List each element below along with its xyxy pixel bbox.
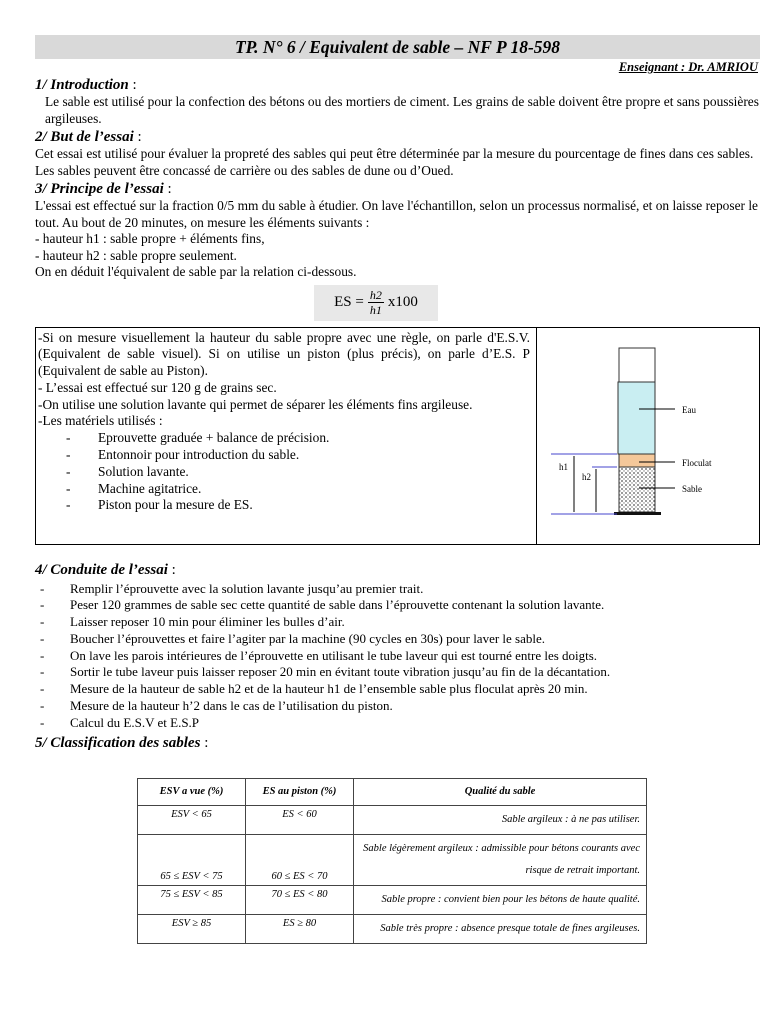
section-but: 2/ But de l’essai : Cet essai est utilisé pour évaluer la propreté des sables qui peut être déterminée par la mesure du pourcentage de fines dans ces sables. Les sables peuvent être concassé de carrière ou des sables de dune ou d’Oued. <box>35 128 760 179</box>
materials-list <box>38 430 530 514</box>
formula-fraction <box>368 288 384 317</box>
principe-line: L'essai est effectué sur la fraction 0/5 mm du sable à étudier. On lave l'échantillon, selon un processus normalisé, et on laisse reposer le tout. Au bout de 20 minutes, on mesure les éléments suivants : <box>35 198 758 230</box>
material-item: - Solution lavante. <box>70 464 530 481</box>
principe-line: On en déduit l'équivalent de sable par la relation ci-dessous. <box>35 264 357 279</box>
document-title: TP. N° 6 / Equivalent de sable – NF P 18-598 <box>35 35 760 59</box>
step-item: - Laisser reposer 10 min pour éliminer les bulles d’air. <box>35 614 760 631</box>
material-item: - Eprouvette graduée + balance de précision. <box>70 430 530 447</box>
formula-multiplier: x100 <box>387 294 418 310</box>
info-paragraph: -Si on mesure visuellement la hauteur du sable propre avec une règle, on parle d'E.S.V. (Equivalent de sable visuel). Si on utilise un piston (plus précis), on parle d’E.S. P (Equivalent de sable au Piston). <box>38 329 530 379</box>
label-eau: Eau <box>682 404 696 415</box>
heading: 2/ But de l’essai <box>35 129 134 145</box>
section-introduction: 1/ Introduction : Le sable est utilisé pour la confection des bétons ou des mortiers de ciment. Les grains de sable doivent être propre et sans poussières argileuses. <box>35 77 759 126</box>
heading: 3/ Principe de l’essai <box>35 181 164 197</box>
info-box <box>35 327 760 545</box>
step-item: - Remplir l’éprouvette avec la solution lavante jusqu’au premier trait. <box>35 581 760 598</box>
test-tube-diagram <box>537 328 759 544</box>
label-floculat: Floculat <box>682 457 712 468</box>
classification-table <box>137 778 647 944</box>
intro-text: Le sable est utilisé pour la confection des bétons ou des mortiers de ciment. Les grains de sable doivent être propre et sans poussières argileuses. <box>45 94 759 126</box>
floculat-layer <box>619 454 655 467</box>
procedure-steps <box>35 581 760 732</box>
step-item: - Boucher l’éprouvettes et faire l’agiter par la machine (90 cycles en 30s) pour laver le sable. <box>35 631 760 648</box>
info-paragraph: -On utilise une solution lavante qui permet de séparer les éléments fins argileuse. <box>38 396 473 412</box>
es-cell: ES ≥ 80 <box>246 914 354 943</box>
es-cell: ES < 60 <box>246 805 354 834</box>
teacher-name: Enseignant : Dr. AMRIOU <box>618 60 758 74</box>
column-header: ES au piston (%) <box>246 778 354 805</box>
label-h1: h1 <box>559 461 568 472</box>
step-item: - Peser 120 grammes de sable sec cette quantité de sable dans l’éprouvette contenant la solution lavante. <box>35 597 760 614</box>
es-cell: 70 ≤ ES < 80 <box>246 885 354 914</box>
formula-lhs: ES = <box>334 294 364 310</box>
heading: 4/ Conduite de l’essai <box>35 561 168 578</box>
numerator: h2 <box>369 288 382 302</box>
quality-cell: Sable légèrement argileux : admissible pour bétons courants avec risque de retrait important. <box>354 834 647 885</box>
table-row <box>138 914 647 943</box>
es-formula <box>314 285 438 321</box>
esv-cell: 75 ≤ ESV < 85 <box>138 885 246 914</box>
section-conduite-heading: 4/ Conduite de l’essai : <box>35 561 176 578</box>
formula-container <box>314 285 760 321</box>
quality-cell: Sable propre : convient bien pour les bétons de haute qualité. <box>354 885 647 914</box>
info-text <box>36 328 537 544</box>
step-item: - Mesure de la hauteur de sable h2 et de la hauteur h1 de l’ensemble sable plus floculat après 20 min. <box>35 681 760 698</box>
column-header: Qualité du sable <box>354 778 647 805</box>
principe-line: - hauteur h2 : sable propre seulement. <box>35 247 237 263</box>
table-header-row <box>138 778 647 805</box>
heading: 1/ Introduction <box>35 77 129 93</box>
but-text: Cet essai est utilisé pour évaluer la propreté des sables qui peut être déterminée par la mesure du pourcentage de fines dans ces sables. Les sables peuvent être concassé de carrière ou des sables de dune ou d’Oued. <box>35 146 754 178</box>
table-row <box>138 834 647 885</box>
section-principe: 3/ Principe de l’essai : L'essai est effectué sur la fraction 0/5 mm du sable à étudier. On lave l'échantillon, selon un processus normalisé, et on laisse reposer le tout. Au bout de 20 minutes, on mesure les éléments suivants : - hauteur h1 : sable propre + éléments fins, - hauteur h2 : sable propre seulement. On en déduit l'équivalent de sable par la relation ci-dessous. <box>35 181 758 279</box>
document-body <box>35 76 760 944</box>
column-header: ESV a vue (%) <box>138 778 246 805</box>
esv-cell: ESV ≥ 85 <box>138 914 246 943</box>
sand-layer <box>619 467 655 512</box>
esv-cell: 65 ≤ ESV < 75 <box>138 834 246 885</box>
table-row <box>138 885 647 914</box>
label-sable: Sable <box>682 483 702 494</box>
material-item: - Machine agitatrice. <box>70 481 530 498</box>
heading: 5/ Classification des sables <box>35 734 201 751</box>
label-h2: h2 <box>582 471 591 482</box>
step-item: - Calcul du E.S.V et E.S.P <box>35 715 760 732</box>
step-item: - Mesure de la hauteur h’2 dans le cas de l’utilisation du piston. <box>35 698 760 715</box>
section-classification-heading: 5/ Classification des sables : <box>35 734 209 751</box>
table-row <box>138 805 647 834</box>
denominator: h1 <box>369 303 382 317</box>
es-cell: 60 ≤ ES < 70 <box>246 834 354 885</box>
diagram-cell <box>537 328 759 544</box>
quality-cell: Sable argileux : à ne pas utiliser. <box>354 805 647 834</box>
material-item: - Piston pour la mesure de ES. <box>70 497 530 514</box>
info-paragraph: - L’essai est effectué sur 120 g de grains sec. <box>38 379 277 395</box>
water-layer <box>618 382 655 454</box>
step-item: - On lave les parois intérieures de l’éprouvette en utilisant le tube laveur qui est tourné entre les doigts. <box>35 648 760 665</box>
table-container <box>35 778 760 944</box>
step-item: - Sortir le tube laveur puis laisser reposer 20 min en évitant toute vibration jusqu’au fin de la décantation. <box>35 664 760 681</box>
info-paragraph: -Les matériels utilisés : <box>38 413 163 429</box>
esv-cell: ESV < 65 <box>138 805 246 834</box>
principe-line: - hauteur h1 : sable propre + éléments fins, <box>35 231 265 246</box>
quality-cell: Sable très propre : absence presque totale de fines argileuses. <box>354 914 647 943</box>
material-item: - Entonnoir pour introduction du sable. <box>70 447 530 464</box>
